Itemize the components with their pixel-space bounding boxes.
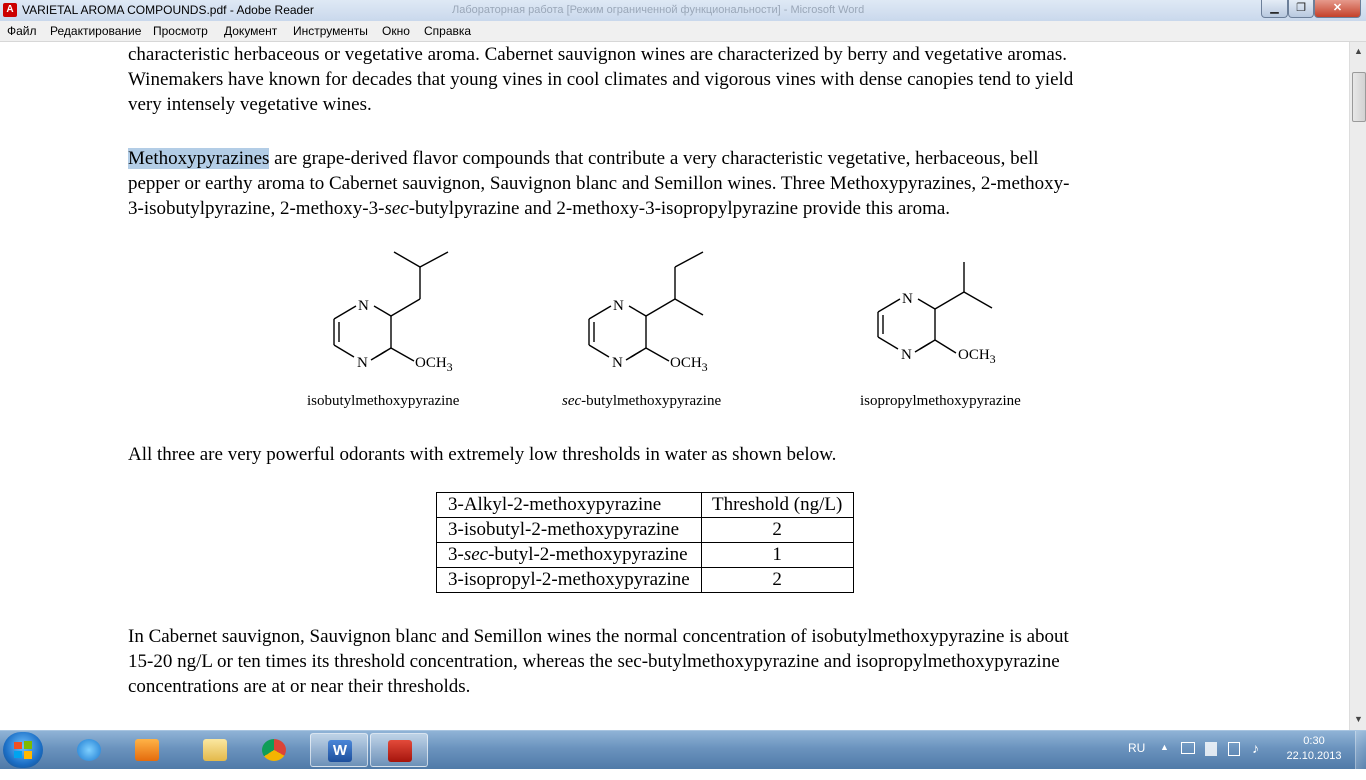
paragraph-1-line-2: Winemakers have known for decades that young vines in cool climates and vigorous vines with dense canopies tend to yield xyxy=(128,69,1074,90)
och3-text: OCH xyxy=(958,347,990,363)
menu-help[interactable]: Справка xyxy=(424,24,472,38)
highlighted-term[interactable]: Methoxypyrazines xyxy=(128,148,270,169)
structure-isobutylmethoxypyrazine xyxy=(320,247,480,387)
atom-n-bottom: N xyxy=(612,355,623,371)
paragraph-1-line-1: characteristic herbaceous or vegetative aroma. Cabernet sauvignon wines are characterized by berry and vegetative aromas. xyxy=(128,44,1067,65)
media-player-icon xyxy=(135,739,159,761)
sec-italic: sec xyxy=(384,198,409,219)
paragraph-1-line-3: very intensely vegetative wines. xyxy=(128,94,372,115)
table-row xyxy=(437,543,854,568)
table-cell-threshold: 1 xyxy=(701,543,853,568)
atom-n-top: N xyxy=(358,298,369,314)
menu-file[interactable]: Файл xyxy=(7,24,37,38)
table-header-row xyxy=(437,493,854,518)
och3-subscript: 3 xyxy=(701,360,708,374)
close-button[interactable]: ✕ xyxy=(1314,0,1361,18)
menu-edit[interactable]: Редактирование xyxy=(50,24,142,38)
paragraph-3: All three are very powerful odorants with extremely low thresholds in water as shown below. xyxy=(128,444,837,465)
folder-icon xyxy=(203,739,227,761)
paragraph-4-line-1: In Cabernet sauvignon, Sauvignon blanc and Semillon wines the normal concentration of isobutylmethoxypyrazine is about xyxy=(128,626,1069,647)
structure-sec-butylmethoxypyrazine xyxy=(575,247,735,387)
clock[interactable] xyxy=(1278,734,1350,772)
caption-isopropyl: isopropylmethoxypyrazine xyxy=(860,393,1021,409)
show-hidden-icons-icon[interactable]: ▲ xyxy=(1160,742,1169,752)
windows-logo-icon xyxy=(14,741,32,759)
document-page[interactable] xyxy=(0,42,1349,730)
taskbar-file-explorer[interactable] xyxy=(186,733,244,767)
table-cell-threshold: 2 xyxy=(701,568,853,593)
title-bar xyxy=(0,0,1366,22)
scroll-up-icon[interactable]: ▲ xyxy=(1354,46,1363,56)
vertical-scrollbar[interactable] xyxy=(1349,42,1366,730)
och3-label xyxy=(670,355,708,374)
paragraph-2-line-2: pepper or earthy aroma to Cabernet sauvignon, Sauvignon blanc and Semillon wines. Three Methoxypyrazines, 2-methoxy- xyxy=(128,173,1070,194)
compound-prefix: 3- xyxy=(448,544,464,565)
taskbar-internet-explorer[interactable] xyxy=(60,733,118,767)
volume-icon[interactable]: ♪ xyxy=(1252,740,1259,756)
network-icon[interactable] xyxy=(1181,742,1195,754)
minimize-button[interactable]: ▁ xyxy=(1261,0,1288,18)
window-title: VARIETAL AROMA COMPOUNDS.pdf - Adobe Reader xyxy=(22,3,314,17)
scroll-thumb[interactable] xyxy=(1352,72,1366,122)
clock-date: 22.10.2013 xyxy=(1286,750,1342,762)
atom-n-top: N xyxy=(613,298,624,314)
paragraph-2 xyxy=(128,146,1238,221)
table-cell-compound xyxy=(437,543,702,568)
table-cell-compound: 3-isopropyl-2-methoxypyrazine xyxy=(437,568,702,593)
safely-remove-icon[interactable] xyxy=(1228,742,1240,756)
och3-text: OCH xyxy=(670,355,702,371)
paragraph-4 xyxy=(128,624,1238,699)
language-indicator[interactable]: RU xyxy=(1128,741,1146,755)
table-header-compound: 3-Alkyl-2-methoxypyrazine xyxy=(437,493,702,518)
table-row xyxy=(437,518,854,543)
table-row xyxy=(437,568,854,593)
clock-time: 0:30 xyxy=(1303,735,1325,747)
action-center-icon[interactable] xyxy=(1205,742,1217,756)
atom-n-bottom: N xyxy=(357,355,368,371)
och3-subscript: 3 xyxy=(989,352,996,366)
show-desktop-button[interactable] xyxy=(1355,731,1366,769)
paragraph-2-line-3 xyxy=(128,196,1238,221)
taskbar-chrome[interactable] xyxy=(245,733,303,767)
caption-sec-italic: sec xyxy=(562,393,582,409)
menu-window[interactable]: Окно xyxy=(382,24,410,38)
atom-n-bottom: N xyxy=(901,347,912,363)
table-cell-compound: 3-isobutyl-2-methoxypyrazine xyxy=(437,518,702,543)
caption-sec-rest: -butylmethoxypyrazine xyxy=(581,393,722,409)
structure-isopropylmethoxypyrazine xyxy=(864,247,1024,387)
paragraph-1 xyxy=(128,42,1238,117)
och3-subscript: 3 xyxy=(446,360,453,374)
adobe-reader-icon: A xyxy=(3,3,17,17)
atom-n-top: N xyxy=(902,291,913,307)
scroll-down-icon[interactable]: ▼ xyxy=(1354,714,1363,724)
paragraph-2-line-1 xyxy=(128,146,1238,171)
taskbar-media-player[interactable] xyxy=(118,733,176,767)
chrome-icon xyxy=(262,739,286,761)
maximize-button[interactable]: ❐ xyxy=(1288,0,1314,18)
threshold-table xyxy=(436,492,854,593)
taskbar-adobe-reader[interactable] xyxy=(370,733,428,767)
compound-suffix: -butyl-2-methoxypyrazine xyxy=(488,544,688,565)
taskbar xyxy=(0,730,1366,769)
table-cell-threshold: 2 xyxy=(701,518,853,543)
background-window-title: Лабораторная работа [Режим ограниченной функциональности] - Microsoft Word xyxy=(452,4,865,16)
taskbar-word[interactable] xyxy=(310,733,368,767)
menu-bar xyxy=(0,21,1366,42)
caption-isobutyl: isobutylmethoxypyrazine xyxy=(307,393,460,409)
paragraph-2-line-1-rest: are grape-derived flavor compounds that contribute a very characteristic vegetative, herbaceous, bell xyxy=(269,148,1039,169)
och3-label xyxy=(415,355,453,374)
internet-explorer-icon xyxy=(77,739,101,761)
menu-tools[interactable]: Инструменты xyxy=(293,24,368,38)
word-icon: W xyxy=(328,740,352,762)
start-button[interactable] xyxy=(3,732,43,768)
paragraph-2-line-3-a: 3-isobutylpyrazine, 2-methoxy-3- xyxy=(128,198,385,219)
caption-sec-butyl xyxy=(562,393,721,410)
menu-view[interactable]: Просмотр xyxy=(153,24,208,38)
och3-label xyxy=(958,347,996,366)
paragraph-2-line-3-b: -butylpyrazine and 2-methoxy-3-isopropylpyrazine provide this aroma. xyxy=(408,198,951,219)
menu-document[interactable]: Документ xyxy=(224,24,278,38)
paragraph-4-line-2: 15-20 ng/L or ten times its threshold concentration, whereas the sec-butylmethoxypyrazine and isopropylmethoxypyrazine xyxy=(128,651,1060,672)
adobe-reader-icon xyxy=(388,740,412,762)
och3-text: OCH xyxy=(415,355,447,371)
compound-sec-italic: sec xyxy=(463,544,489,565)
table-header-threshold: Threshold (ng/L) xyxy=(701,493,853,518)
paragraph-4-line-3: concentrations are at or near their thresholds. xyxy=(128,676,471,697)
